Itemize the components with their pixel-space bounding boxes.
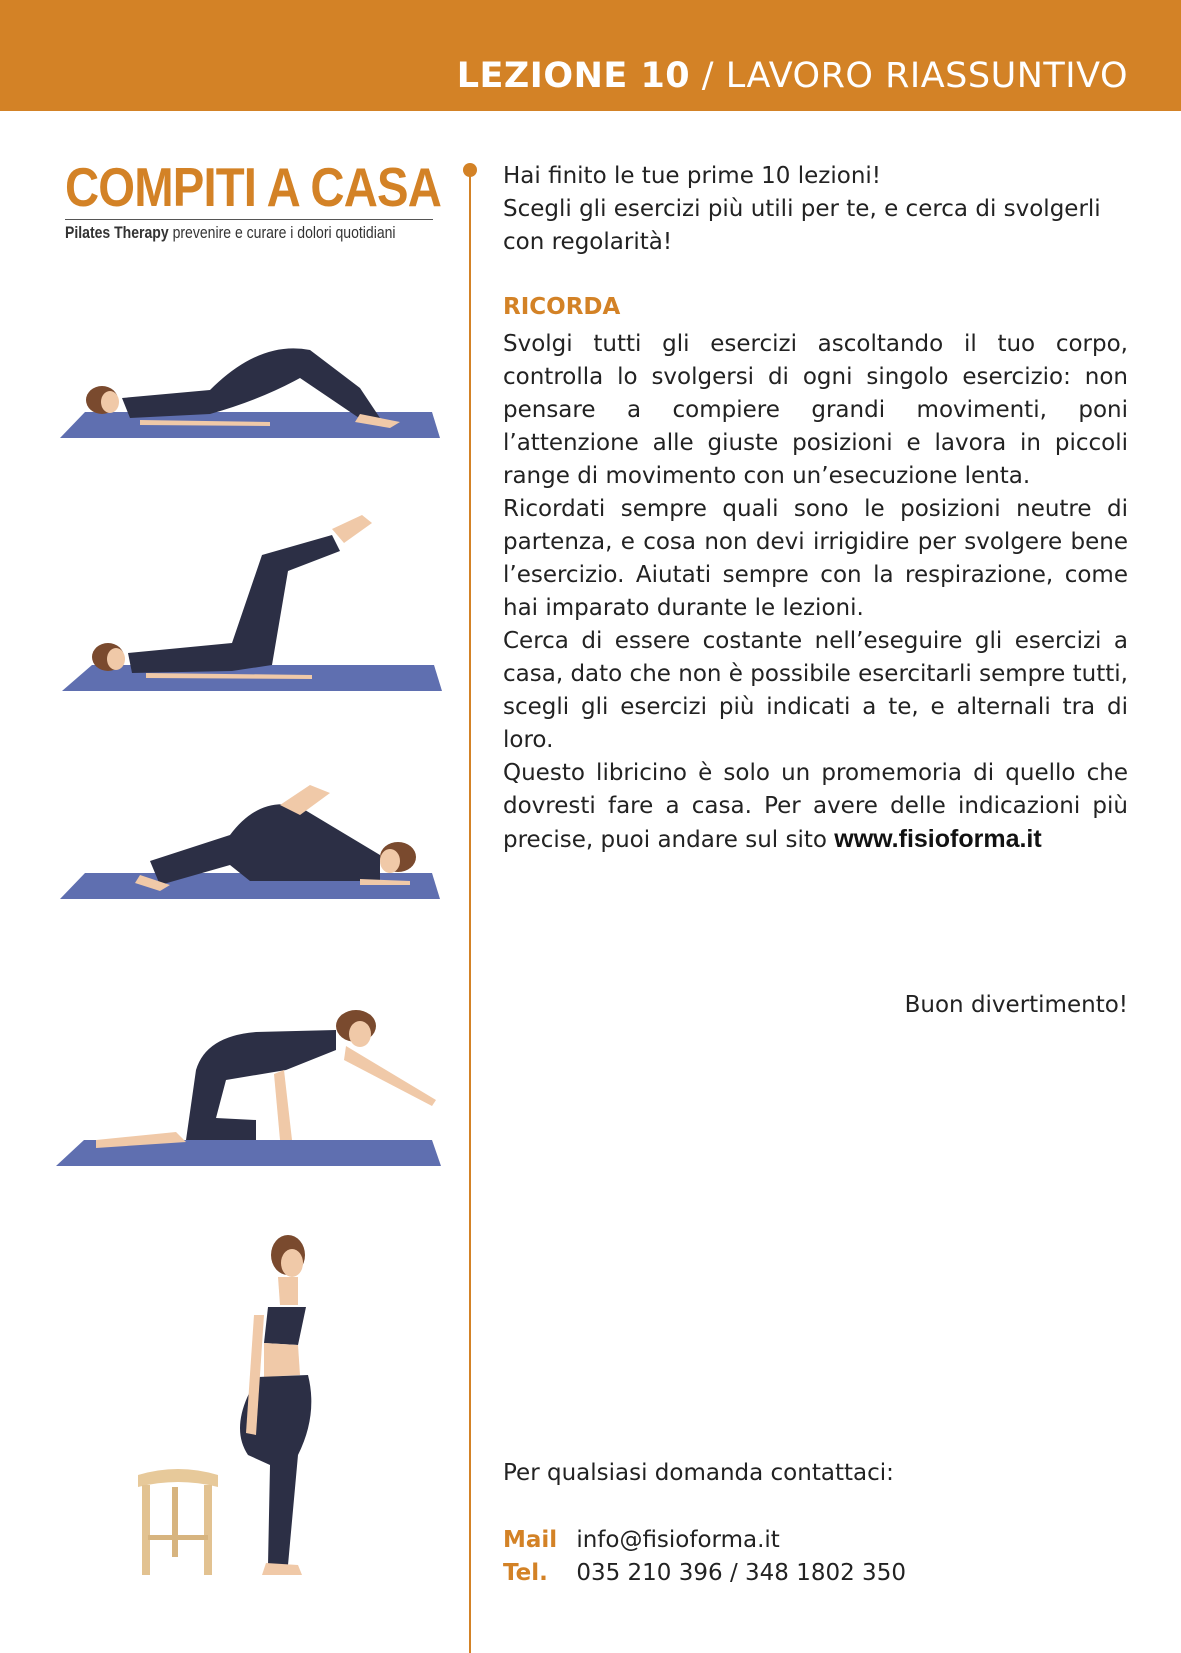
ricorda-paragraph-3: Cerca di essere costante nell’eseguire gli esercizi a casa, dato che non è possibile esercitarli sempre tutti, scegli gli esercizi più indicati a te, e alternali tra di loro.: [503, 628, 1128, 753]
lesson-number: LEZIONE 10: [456, 56, 691, 96]
mail-label: Mail: [503, 1527, 558, 1553]
lesson-topic: LAVORO RIASSUNTIVO: [725, 56, 1128, 96]
exercise-photo-quadruped: [56, 1000, 441, 1170]
ricorda-paragraph-4: [503, 757, 1128, 857]
header-bar: [0, 0, 1181, 111]
contact-mail-row: [503, 1527, 780, 1553]
ricorda-heading: RICORDA: [503, 294, 621, 320]
title-separator: /: [690, 56, 726, 96]
section-title: COMPITI A CASA: [65, 156, 441, 218]
closing-text: Buon divertimento!: [904, 992, 1128, 1018]
contact-tel-row: [503, 1560, 906, 1586]
ricorda-paragraph-1: Svolgi tutti gli esercizi ascoltando il tuo corpo, controlla lo svolgersi di ogni singolo esercizio: non pensare a compiere grandi movimenti, poni l’attenzione alle giuste posizioni e lavora in piccoli range di movimento con un’esecuzione lenta.: [503, 331, 1128, 489]
website-link[interactable]: www.fisioforma.it: [834, 825, 1042, 853]
ricorda-text: [503, 328, 1128, 857]
lesson-title: [457, 56, 1128, 96]
intro-text: [503, 160, 1128, 259]
contact-intro: Per qualsiasi domanda contattaci:: [503, 1460, 894, 1486]
ricorda-paragraph-4-text: Questo libricino è solo un promemoria di quello che dovresti fare a casa. Per avere delle indicazioni più precise, puoi andare sul sito: [503, 760, 1128, 853]
exercise-photo-bridge: [60, 330, 440, 440]
exercise-photo-squat-chair: [138, 1235, 338, 1585]
title-rule: [65, 219, 433, 220]
subtitle-brand: Pilates Therapy: [65, 224, 169, 242]
intro-line-2: Scegli gli esercizi più utili per te, e cerca di svolgerli con regolarità!: [503, 196, 1101, 255]
tel-label: Tel.: [503, 1560, 548, 1586]
exercise-photo-side-lying: [60, 785, 440, 905]
ricorda-paragraph-2: Ricordati sempre quali sono le posizioni neutre di partenza, e cosa non devi irrigidire per svolgere bene l’esercizio. Aiutati sempre con la respirazione, come hai imparato durante le lezioni.: [503, 496, 1128, 621]
mail-address[interactable]: info@fisioforma.it: [576, 1527, 780, 1553]
tel-number[interactable]: 035 210 396 / 348 1802 350: [576, 1560, 906, 1586]
section-subtitle: [65, 224, 396, 243]
subtitle-tagline: prevenire e curare i dolori quotidiani: [168, 224, 396, 242]
column-divider: [469, 172, 471, 1653]
exercise-photo-tabletop: [62, 515, 442, 695]
intro-line-1: Hai finito le tue prime 10 lezioni!: [503, 163, 882, 189]
